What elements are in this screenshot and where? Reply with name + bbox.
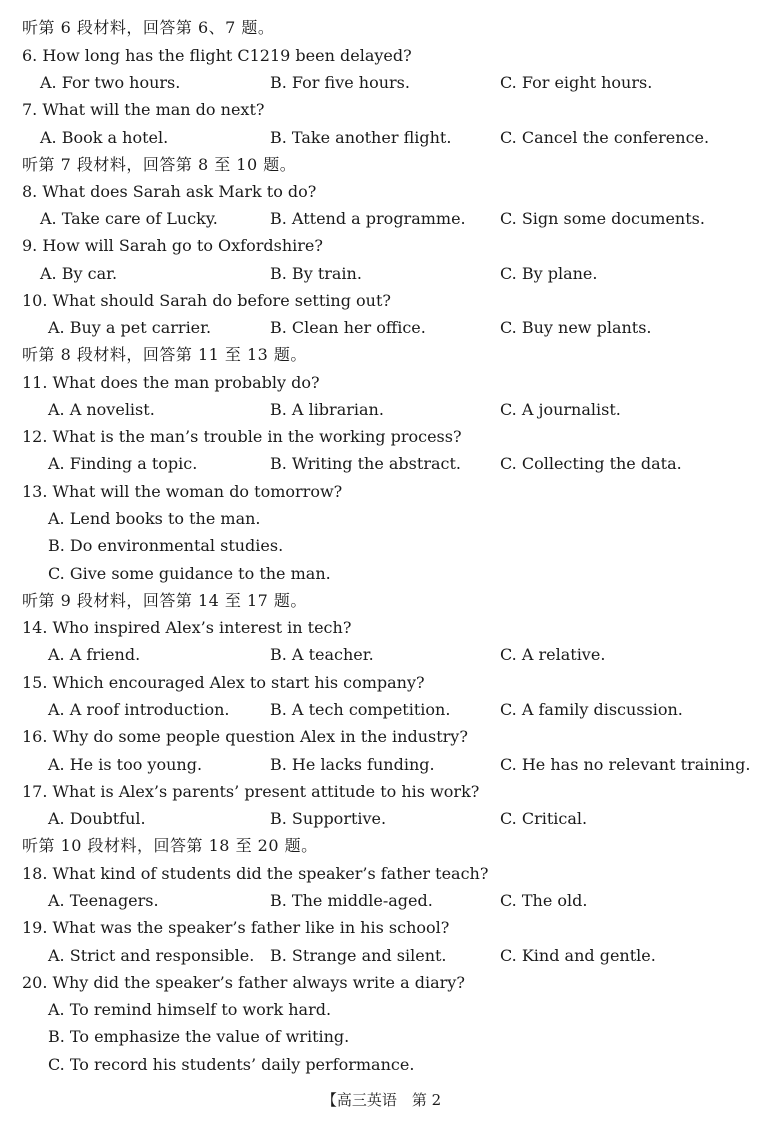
option-b: B. Supportive.: [270, 809, 387, 828]
options-15: [0, 696, 763, 723]
option-c: C. Collecting the data.: [500, 454, 682, 473]
option-a: A. Lend books to the man.: [48, 509, 261, 528]
option-b: B. Attend a programme.: [270, 209, 466, 228]
option-b: B. Clean her office.: [270, 318, 426, 337]
option-b: B. Writing the abstract.: [270, 454, 461, 473]
options-6: [0, 69, 763, 96]
option-a: A. Buy a pet carrier.: [48, 318, 212, 337]
question-9: 9. How will Sarah go to Oxfordshire?: [22, 236, 323, 255]
question-6: 6. How long has the flight C1219 been delayed?: [22, 46, 412, 65]
options-10: [0, 314, 763, 341]
section-heading: 听第 7 段材料，回答第 8 至 10 题。: [22, 155, 297, 174]
options-7: [0, 124, 763, 151]
page-footer: 【高三英语 第 2: [321, 1091, 442, 1109]
options-8: [0, 205, 763, 232]
options-20-a: [0, 996, 763, 1023]
section-heading: 听第 8 段材料，回答第 11 至 13 题。: [22, 345, 307, 364]
question-19: 19. What was the speaker’s father like in his school?: [22, 918, 450, 937]
option-c: C. He has no relevant training.: [500, 755, 751, 774]
section-heading: 听第 10 段材料，回答第 18 至 20 题。: [22, 836, 318, 855]
option-a: A. Take care of Lucky.: [40, 209, 218, 228]
options-13-b: [0, 532, 763, 559]
section-heading: 听第 9 段材料，回答第 14 至 17 题。: [22, 591, 307, 610]
option-b: B. A teacher.: [270, 645, 374, 664]
option-b: B. A librarian.: [270, 400, 384, 419]
question-14: 14. Who inspired Alex’s interest in tech?: [22, 618, 352, 637]
options-17: [0, 805, 763, 832]
question-13: 13. What will the woman do tomorrow?: [22, 482, 343, 501]
question-11: 11. What does the man probably do?: [22, 373, 320, 392]
option-a: A. A friend.: [48, 645, 141, 664]
option-c: C. For eight hours.: [500, 73, 653, 92]
option-a: A. Strict and responsible.: [48, 946, 255, 965]
option-b: B. A tech competition.: [270, 700, 451, 719]
option-a: A. Teenagers.: [48, 891, 159, 910]
option-c: C. By plane.: [500, 264, 598, 283]
question-12: 12. What is the man’s trouble in the working process?: [22, 427, 462, 446]
option-c: C. A relative.: [500, 645, 606, 664]
option-a: A. By car.: [40, 264, 118, 283]
option-a: A. To remind himself to work hard.: [48, 1000, 332, 1019]
question-8: 8. What does Sarah ask Mark to do?: [22, 182, 317, 201]
option-c: C. To record his students’ daily performance.: [48, 1055, 415, 1074]
options-13-c: [0, 560, 763, 587]
option-b: B. Take another flight.: [270, 128, 452, 147]
option-b: B. Do environmental studies.: [48, 536, 284, 555]
options-18: [0, 887, 763, 914]
option-b: B. Strange and silent.: [270, 946, 447, 965]
options-20-c: [0, 1051, 763, 1078]
option-c: C. A journalist.: [500, 400, 621, 419]
option-a: A. For two hours.: [40, 73, 181, 92]
options-9: [0, 260, 763, 287]
option-a: A. A novelist.: [48, 400, 155, 419]
question-17: 17. What is Alex’s parents’ present attitude to his work?: [22, 782, 480, 801]
option-b: B. For five hours.: [270, 73, 410, 92]
option-c: C. Kind and gentle.: [500, 946, 656, 965]
option-a: A. Finding a topic.: [48, 454, 198, 473]
option-c: C. Cancel the conference.: [500, 128, 710, 147]
option-b: B. By train.: [270, 264, 362, 283]
section-heading: 听第 6 段材料，回答第 6、7 题。: [22, 18, 275, 37]
option-c: C. Give some guidance to the man.: [48, 564, 331, 583]
options-16: [0, 751, 763, 778]
options-19: [0, 942, 763, 969]
options-14: [0, 641, 763, 668]
option-c: C. Critical.: [500, 809, 588, 828]
option-b: B. He lacks funding.: [270, 755, 435, 774]
question-10: 10. What should Sarah do before setting out?: [22, 291, 391, 310]
option-a: A. Doubtful.: [48, 809, 146, 828]
question-20: 20. Why did the speaker’s father always write a diary?: [22, 973, 465, 992]
option-c: C. Buy new plants.: [500, 318, 652, 337]
option-a: A. A roof introduction.: [48, 700, 230, 719]
options-12: [0, 450, 763, 477]
option-a: A. Book a hotel.: [40, 128, 169, 147]
option-c: C. A family discussion.: [500, 700, 683, 719]
option-b: B. To emphasize the value of writing.: [48, 1027, 350, 1046]
question-18: 18. What kind of students did the speaker’s father teach?: [22, 864, 489, 883]
option-b: B. The middle-aged.: [270, 891, 433, 910]
option-a: A. He is too young.: [48, 755, 203, 774]
options-11: [0, 396, 763, 423]
option-c: C. The old.: [500, 891, 588, 910]
options-13-a: [0, 505, 763, 532]
options-20-b: [0, 1023, 763, 1050]
option-c: C. Sign some documents.: [500, 209, 705, 228]
question-7: 7. What will the man do next?: [22, 100, 265, 119]
question-16: 16. Why do some people question Alex in the industry?: [22, 727, 468, 746]
question-15: 15. Which encouraged Alex to start his company?: [22, 673, 425, 692]
